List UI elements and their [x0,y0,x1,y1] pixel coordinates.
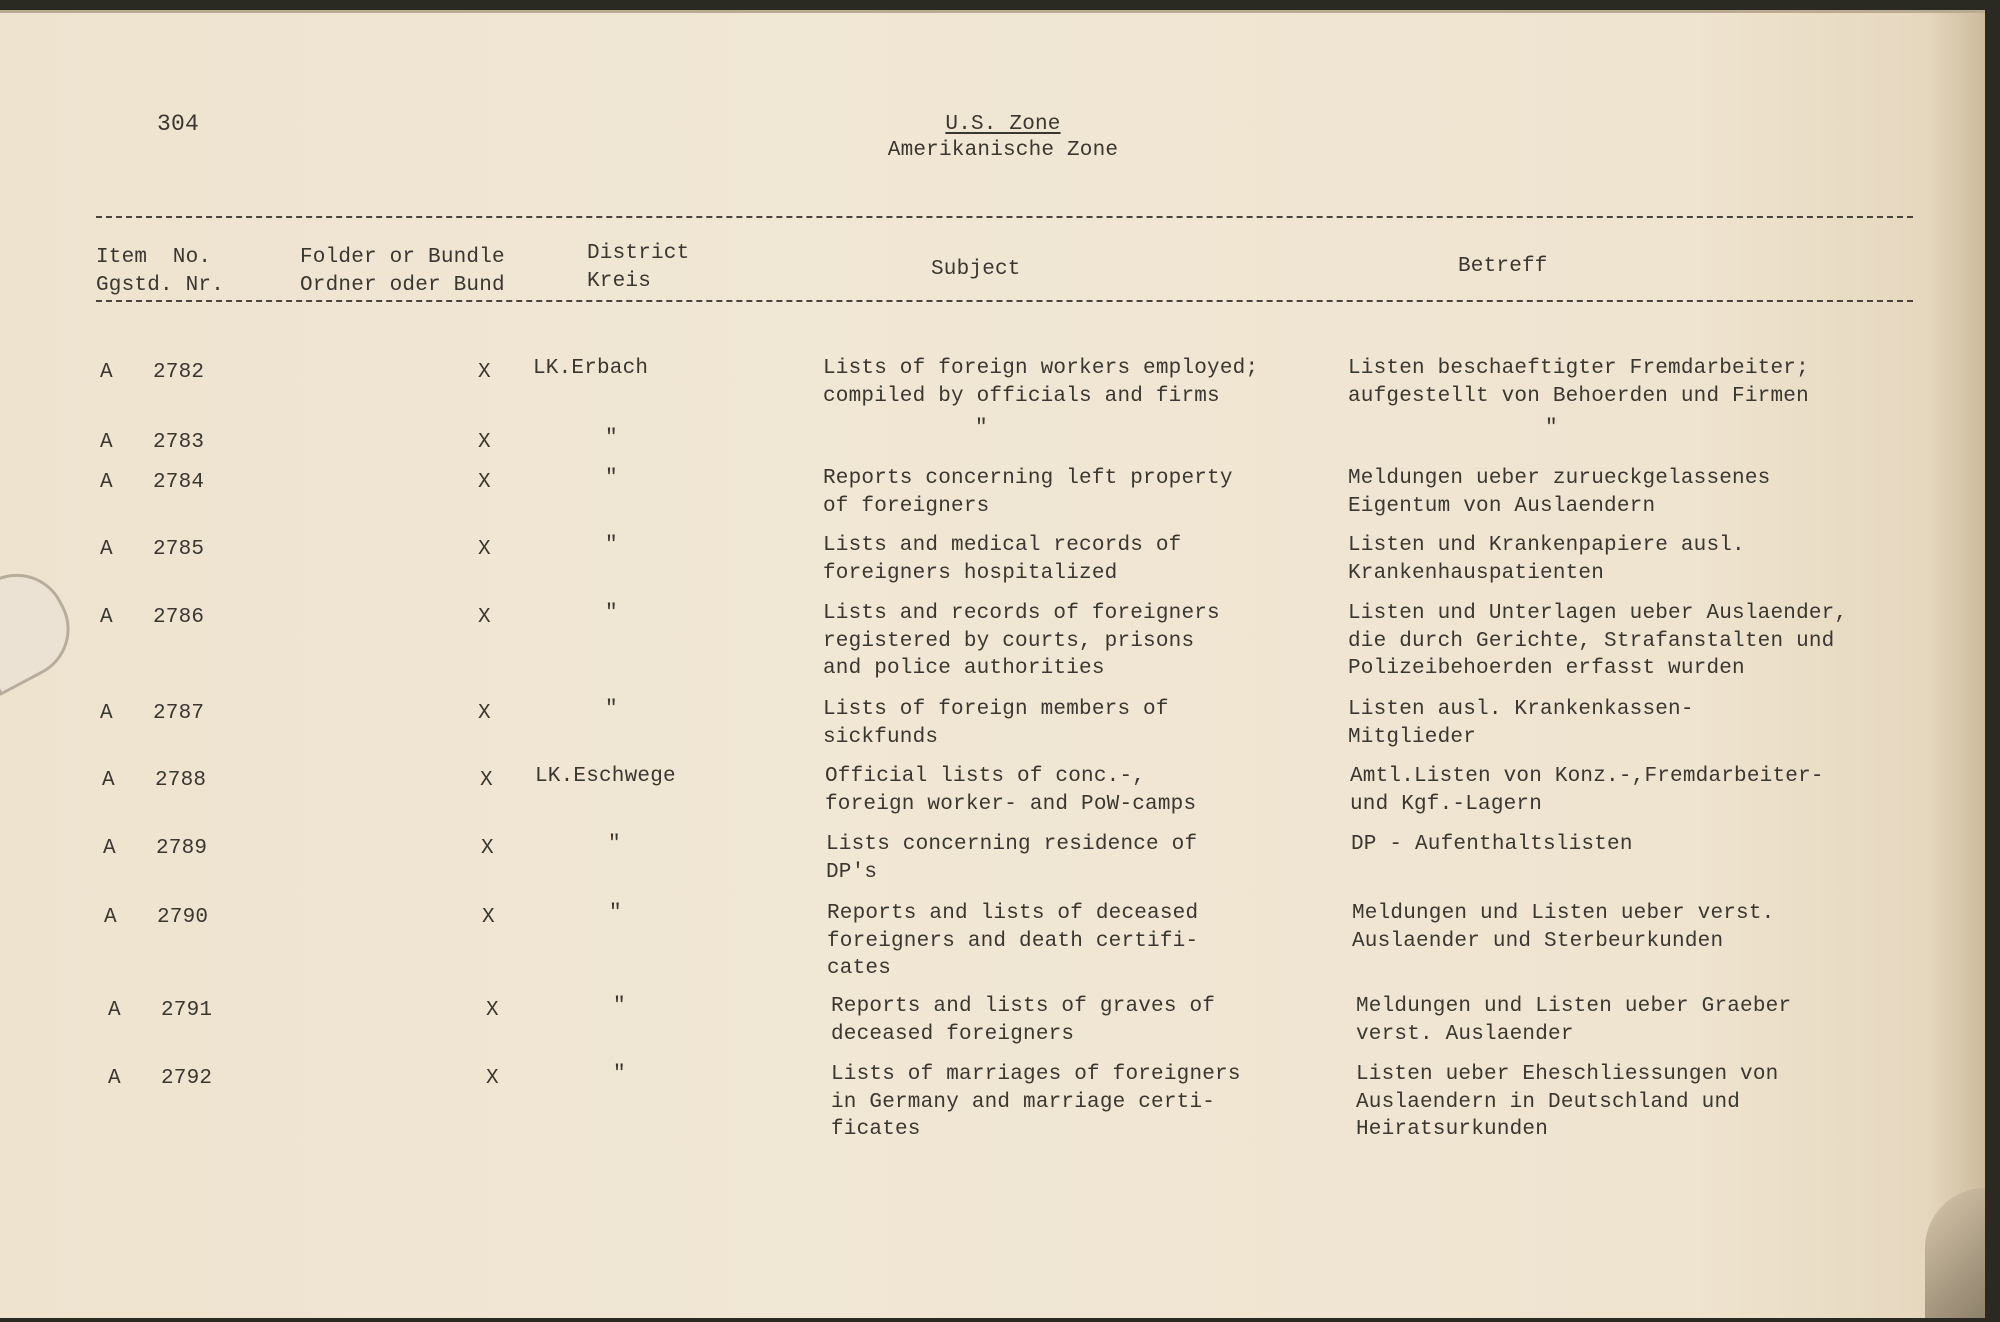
row-item-letter: A [104,906,117,929]
row-subject: Official lists of conc.-, foreign worker- and PoW-camps [825,765,1197,816]
row-item-number: 2782 [153,361,205,384]
row-subject: " [975,417,988,440]
row-item-letter: A [108,1067,121,1090]
header-district [587,240,689,295]
header-folder-en: Folder or Bundle [300,246,505,269]
row-betreff: DP - Aufenthaltslisten [1351,833,1633,856]
header-item-no-en: Item No. [96,246,212,269]
row-folder-mark: X [478,471,491,494]
row-item-number: 2790 [157,906,209,929]
header-item-no [96,244,224,299]
row-district: " [613,1063,626,1086]
page-curl [1925,1188,1985,1318]
row-folder-mark: X [478,606,491,629]
header-subject: Subject [931,258,1021,281]
page-subtitle: Amerikanische Zone [887,139,1119,162]
row-district: " [605,467,618,490]
row-item-letter: A [100,431,113,454]
header-rule-top [96,216,1913,218]
header-folder-de: Ordner oder Bund [300,273,505,297]
row-subject: Lists of foreign workers employed; compiled by officials and firms [823,357,1259,408]
row-district: " [609,902,622,925]
row-district: " [605,427,618,450]
row-betreff: Listen beschaeftigter Fremdarbeiter; aufgestellt von Behoerden und Firmen [1348,357,1809,408]
row-item-number: 2787 [153,702,205,725]
row-betreff: Listen ausl. Krankenkassen- Mitglieder [1348,698,1694,749]
row-item-number: 2784 [153,471,205,494]
row-item-letter: A [100,538,113,561]
row-district: " [608,833,621,856]
row-item-letter: A [100,361,113,384]
row-folder-mark: X [481,837,494,860]
row-betreff: Meldungen ueber zurueckgelassenes Eigentum von Auslaendern [1348,467,1771,518]
row-betreff: " [1545,417,1558,440]
row-item-letter: A [100,471,113,494]
header-district-de: Kreis [587,269,652,293]
row-item-number: 2792 [161,1067,213,1090]
row-subject: Lists of marriages of foreigners in Germany and marriage certi- ficates [831,1063,1241,1141]
row-folder-mark: X [486,999,499,1022]
row-subject: Lists concerning residence of DP's [826,833,1198,884]
row-item-number: 2786 [153,606,205,629]
row-item-letter: A [100,702,113,725]
row-district: LK.Eschwege [535,765,676,788]
row-subject: Lists and records of foreigners registered by courts, prisons and police authorities [823,602,1220,680]
row-item-number: 2785 [153,538,205,561]
row-betreff: Amtl.Listen von Konz.-,Fremdarbeiter- und Kgf.-Lagern [1350,765,1824,816]
row-subject: Lists and medical records of foreigners hospitalized [823,534,1182,585]
row-subject: Reports and lists of deceased foreigners and death certifi- cates [827,902,1199,980]
row-item-letter: A [102,769,115,792]
row-subject: Reports concerning left property of foreigners [823,467,1233,518]
row-item-number: 2791 [161,999,213,1022]
page-title: U.S. Zone [945,113,1061,136]
row-district: LK.Erbach [533,357,649,380]
header-folder [300,244,505,299]
row-district: " [605,698,618,721]
row-betreff: Meldungen und Listen ueber verst. Auslaender und Sterbeurkunden [1352,902,1775,953]
header-betreff: Betreff [1458,255,1548,278]
row-district: " [605,534,618,557]
document-page [0,10,1985,1318]
row-district: " [613,995,626,1018]
row-subject: Reports and lists of graves of deceased foreigners [831,995,1216,1046]
row-folder-mark: X [478,361,491,384]
row-subject: Lists of foreign members of sickfunds [823,698,1169,749]
row-folder-mark: X [478,431,491,454]
row-folder-mark: X [480,769,493,792]
row-folder-mark: X [478,702,491,725]
row-item-number: 2789 [156,837,208,860]
header-district-en: District [587,242,690,265]
row-item-number: 2783 [153,431,205,454]
folder-tab [0,556,87,696]
row-item-letter: A [103,837,116,860]
row-item-letter: A [100,606,113,629]
row-item-number: 2788 [155,769,207,792]
row-district: " [605,602,618,625]
row-item-letter: A [108,999,121,1022]
row-betreff: Listen und Unterlagen ueber Auslaender, die durch Gerichte, Strafanstalten und Polizeibehoerden erfasst wurden [1348,602,1848,680]
header-item-no-de: Ggstd. Nr. [96,273,225,297]
row-folder-mark: X [486,1067,499,1090]
row-folder-mark: X [478,538,491,561]
header-rule-bottom [96,300,1913,302]
page-number: 304 [157,111,200,137]
row-betreff: Listen ueber Eheschliessungen von Auslaendern in Deutschland und Heiratsurkunden [1356,1063,1779,1141]
row-folder-mark: X [482,906,495,929]
row-betreff: Meldungen und Listen ueber Graeber verst. Auslaender [1356,995,1792,1046]
row-betreff: Listen und Krankenpapiere ausl. Krankenhauspatienten [1348,534,1745,585]
